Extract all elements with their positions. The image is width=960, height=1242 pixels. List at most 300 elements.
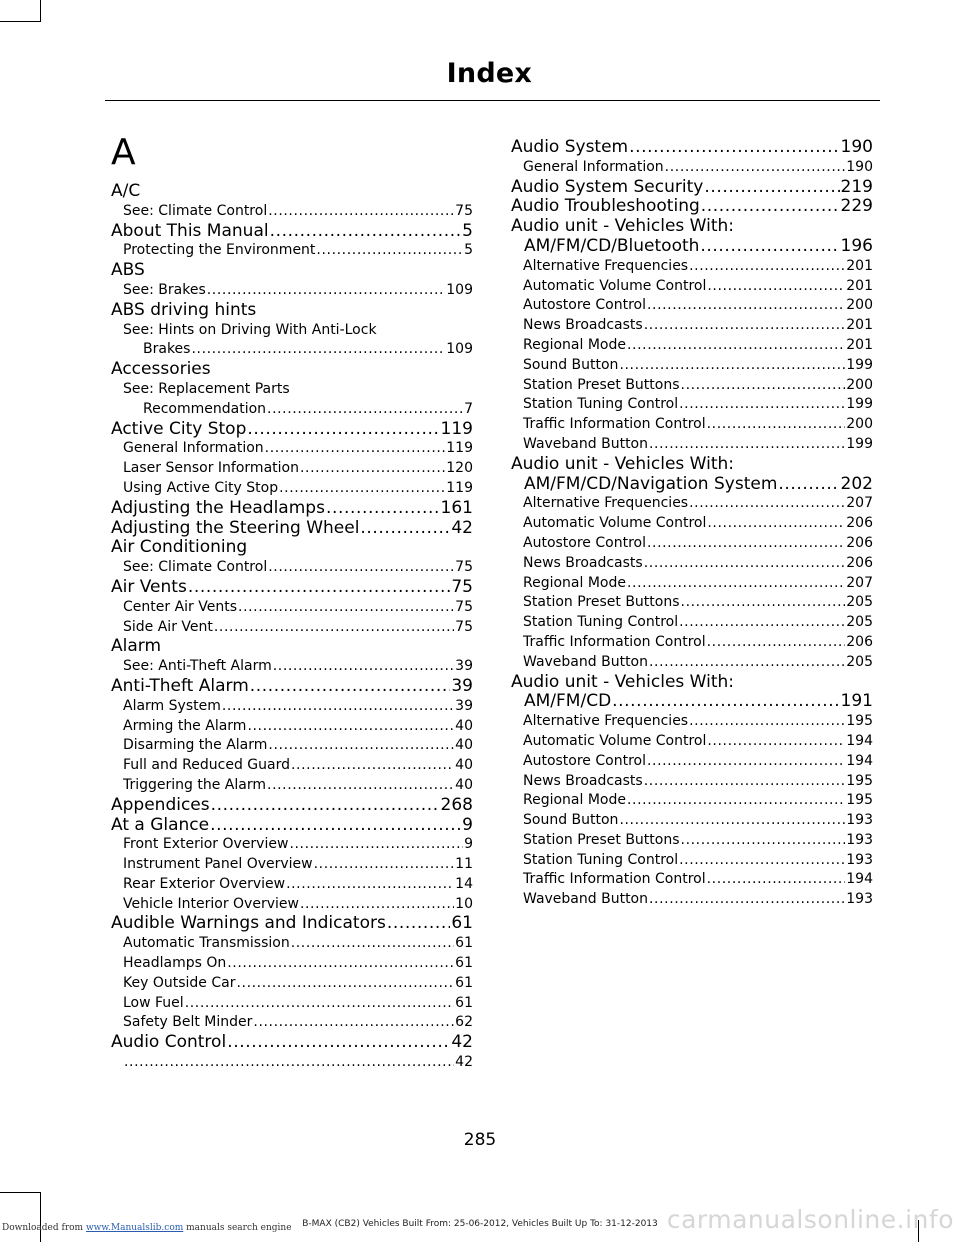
index-entry [111,519,473,539]
entry-label: Audio Troubleshooting [511,197,700,217]
section-letter: A [111,132,136,173]
dot-leader [627,791,845,811]
index-entry [111,914,473,934]
entry-page-number: 199 [846,356,873,373]
entry-label: See: Anti-Theft Alarm [123,658,272,675]
entry-page-number: 39 [455,658,473,675]
vehicle-info-footer: B-MAX (CB2) Vehicles Built From: 25-06-2012, Vehicles Built Up To: 31-12-2013 [302,1219,658,1229]
entry-label: Station Tuning Control [523,851,679,868]
dot-leader [704,178,839,198]
index-subentry [111,241,473,261]
index-subentry [511,296,873,316]
entry-label: Waveband Button [523,891,648,908]
index-entry [511,692,873,712]
entry-page-number: 75 [455,598,473,615]
dot-leader [707,415,846,435]
entry-label: News Broadcasts [523,317,643,334]
download-link[interactable]: www.Manualslib.com [85,1223,184,1233]
entry-page-number: 61 [455,935,473,952]
entry-label: Center Air Vents [123,598,238,615]
dot-leader [265,439,446,459]
index-subentry [511,574,873,594]
entry-page-number: 61 [451,914,473,934]
entry-page-number: 199 [846,435,873,452]
entry-page-number: 42 [455,1054,473,1071]
entry-page-number: 39 [451,676,473,696]
index-subentry [111,974,473,994]
dot-leader [644,554,846,574]
index-subentry [511,534,873,554]
entry-label: Autostore Control [523,297,646,314]
index-subentry [111,855,473,875]
dot-leader [267,400,463,420]
dot-leader [679,613,845,633]
dot-leader [268,736,454,756]
entry-label: Adjusting the Headlamps [111,498,325,518]
entry-label: Waveband Button [523,435,648,452]
dot-leader [679,851,845,871]
crop-mark [40,1192,41,1242]
index-entry [111,1033,473,1053]
index-subentry [511,356,873,376]
index-entry [511,138,873,158]
index-entries [511,138,873,910]
dot-leader [250,677,451,697]
entry-label: Regional Mode [523,792,626,809]
index-subentry [511,613,873,633]
dot-leader [701,197,840,217]
index-heading: Alarm [111,636,162,657]
entry-page-number: 219 [840,177,873,197]
index-subentry [511,811,873,831]
entry-label: Alternative Frequencies [523,495,689,512]
dot-leader [681,376,846,396]
dot-leader [649,890,845,910]
dot-leader [627,336,845,356]
index-column-right [511,138,873,910]
dot-leader [612,692,839,712]
dot-leader [227,1033,450,1053]
dot-leader [300,459,445,479]
dot-leader [619,356,845,376]
entry-label: Disarming the Alarm [123,737,268,754]
entry-label: AM/FM/CD/Navigation System [524,474,778,494]
entry-label: Station Preset Buttons [523,376,680,393]
dot-leader [314,855,455,875]
entry-label: Front Exterior Overview [123,836,289,853]
entry-label: Rear Exterior Overview [123,875,286,892]
index-subentry [111,756,473,776]
entry-label: Safety Belt Minder [123,1014,253,1031]
entry-label: See: Climate Control [123,559,268,576]
watermark: carmanualsonline.info [666,1205,954,1234]
dot-leader [227,954,454,974]
dot-leader [679,395,845,415]
index-subentry [511,435,873,455]
entry-label: Traffic Information Control [523,633,706,650]
entry-label: See: Brakes [123,281,206,298]
download-notice [2,1223,292,1233]
index-heading: ABS [111,260,145,281]
index-subentry [511,158,873,178]
index-column-left [111,130,473,1073]
dot-leader [268,202,454,222]
entry-label: At a Glance [111,815,210,835]
index-heading: ABS driving hints [111,299,257,320]
index-heading: Air Conditioning [111,537,248,558]
dot-leader [279,479,445,499]
entry-page-number: 7 [464,400,473,417]
entry-label: Audible Warnings and Indicators [111,914,386,934]
index-subentry [111,1013,473,1033]
entry-page-number: 120 [446,460,473,477]
index-subentry [111,598,473,618]
entry-page-number: 161 [440,498,473,518]
index-subentry [111,618,473,638]
entry-label: Headlamps On [123,955,227,972]
entry-label: Instrument Panel Overview [123,856,313,873]
entry-label: Station Tuning Control [523,614,679,631]
entry-page-number: 195 [846,713,873,730]
header-divider [105,100,880,101]
entry-page-number: 229 [840,197,873,217]
index-entry [511,475,873,495]
page-number: 285 [463,1130,497,1150]
entry-page-number: 205 [846,653,873,670]
entry-label: Automatic Volume Control [523,515,707,532]
download-suffix: manuals search engine [183,1223,292,1233]
index-subentry [111,281,473,301]
entry-label: Active City Stop [111,419,247,439]
entry-label: Appendices [111,795,210,815]
entry-label: Audio System Security [511,177,704,197]
entry-page-number: 75 [451,577,473,597]
index-entry [111,499,473,519]
entry-label: Waveband Button [523,653,648,670]
dot-leader [247,717,454,737]
index-subentry [511,415,873,435]
entry-page-number: 201 [846,336,873,353]
entry-page-number: 207 [846,495,873,512]
entry-page-number: 196 [840,236,873,256]
entry-label: About This Manual [111,221,269,241]
dot-leader [689,257,845,277]
download-prefix: Downloaded from [2,1223,86,1233]
entry-label: Brakes [143,341,191,358]
dot-leader [778,475,839,495]
dot-leader [629,138,839,158]
entry-page-number: 39 [455,697,473,714]
entry-page-number: 194 [846,752,873,769]
entry-label: Regional Mode [523,336,626,353]
entry-label: Sound Button [523,812,619,829]
dot-leader [267,776,454,796]
entry-label: Automatic Transmission [123,935,290,952]
index-entries [111,182,473,1073]
dot-leader [647,296,845,316]
dot-leader [681,831,846,851]
entry-page-number: 193 [846,891,873,908]
entry-page-number: 40 [455,757,473,774]
entry-label: Air Vents [111,577,187,597]
index-subentry [111,459,473,479]
index-subentry [111,736,473,756]
dot-leader [185,994,454,1014]
entry-page-number: 40 [455,737,473,754]
index-subentry [111,697,473,717]
entry-label: Autostore Control [523,752,646,769]
entry-label: General Information [523,158,664,175]
dot-leader [191,340,445,360]
entry-label: Low Fuel [123,994,184,1011]
entry-label: Vehicle Interior Overview [123,895,299,912]
entry-page-number: 205 [846,594,873,611]
entry-page-number: 14 [455,875,473,892]
entry-page-number: 190 [846,158,873,175]
entry-page-number: 195 [846,792,873,809]
entry-page-number: 119 [440,419,473,439]
index-heading: Audio unit - Vehicles With: [511,453,734,474]
dot-leader [707,870,846,890]
index-subentry [511,791,873,811]
entry-label: See: Climate Control [123,202,268,219]
index-entry [111,816,473,836]
entry-page-number: 206 [846,515,873,532]
dot-leader [222,697,454,717]
entry-page-number: 195 [846,772,873,789]
index-subentry [111,776,473,796]
index-subentry [111,202,473,222]
entry-page-number: 205 [846,614,873,631]
dot-leader [644,316,846,336]
entry-page-number: 202 [840,474,873,494]
index-subentry [511,395,873,415]
dot-leader [124,1053,454,1073]
entry-page-number: 42 [451,1033,473,1053]
dot-leader [649,435,845,455]
entry-page-number: 201 [846,277,873,294]
index-subentry [511,712,873,732]
entry-page-number: 119 [446,440,473,457]
index-subentry [511,633,873,653]
index-subentry [511,277,873,297]
entry-page-number: 191 [840,692,873,712]
entry-page-number: 190 [840,138,873,157]
entry-label: Triggering the Alarm [123,776,267,793]
dot-leader [291,756,454,776]
entry-page-number: 75 [455,559,473,576]
entry-page-number: 200 [846,416,873,433]
dot-leader [214,618,454,638]
index-entry [111,796,473,816]
entry-page-number: 75 [455,618,473,635]
entry-page-number: 11 [455,856,473,873]
entry-page-number: 206 [846,554,873,571]
index-subentry [511,653,873,673]
index-subentry [511,376,873,396]
dot-leader [707,514,845,534]
dot-leader [689,494,845,514]
entry-page-number: 61 [455,994,473,1011]
index-subentry [111,1053,473,1073]
crop-mark [0,1192,40,1193]
dot-leader [647,534,845,554]
entry-page-number: 62 [455,1014,473,1031]
entry-page-number: 194 [846,732,873,749]
entry-page-number: 193 [846,812,873,829]
dot-leader [707,732,845,752]
entry-page-number: 201 [846,257,873,274]
dot-leader [387,914,451,934]
index-subentry [511,870,873,890]
dot-leader [211,796,440,816]
index-subentry [511,494,873,514]
index-subentry [111,400,473,420]
entry-page-number: 109 [446,281,473,298]
entry-page-number: 206 [846,534,873,551]
dot-leader [649,653,845,673]
index-subentry [111,717,473,737]
index-subentry [511,831,873,851]
entry-label: Station Tuning Control [523,396,679,413]
index-entry [511,178,873,198]
dot-leader [207,281,446,301]
index-entry [111,578,473,598]
dot-leader [360,519,450,539]
index-heading: Audio unit - Vehicles With: [511,216,734,237]
entry-label: Automatic Volume Control [523,732,707,749]
entry-label: News Broadcasts [523,772,643,789]
entry-page-number: 75 [455,202,473,219]
index-heading: Accessories [111,359,211,380]
index-subentry [111,954,473,974]
index-subentry [111,895,473,915]
entry-label: Full and Reduced Guard [123,757,290,774]
index-subentry [511,593,873,613]
index-subentry [111,657,473,677]
entry-label: Regional Mode [523,574,626,591]
dot-leader [665,158,846,178]
entry-page-number: 5 [464,242,473,259]
page-title: Index [446,58,532,89]
entry-page-number: 40 [455,776,473,793]
index-subentry [111,934,473,954]
index-subentry [111,875,473,895]
index-subentry [511,851,873,871]
entry-label: Key Outside Car [123,974,236,991]
index-entry [111,677,473,697]
index-subentry [511,316,873,336]
entry-page-number: 5 [462,221,473,241]
dot-leader [268,558,454,578]
entry-page-number: 207 [846,574,873,591]
dot-leader [289,835,463,855]
entry-page-number: 61 [455,974,473,991]
entry-label: Audio System [511,138,629,157]
index-heading: Audio unit - Vehicles With: [511,671,734,692]
index-entry [511,237,873,257]
dot-leader [619,811,845,831]
entry-page-number: 200 [846,297,873,314]
index-subentry [511,336,873,356]
entry-page-number: 9 [462,815,473,835]
entry-page-number: 193 [846,831,873,848]
index-subentry [511,257,873,277]
dot-leader [238,598,454,618]
entry-label: AM/FM/CD/Bluetooth [524,236,700,256]
entry-page-number: 206 [846,633,873,650]
index-subentry [511,554,873,574]
index-subentry [111,479,473,499]
entry-page-number: 42 [451,518,473,538]
dot-leader [326,499,440,519]
entry-label: Laser Sensor Information [123,460,299,477]
entry-page-number: 109 [446,341,473,358]
dot-leader [188,578,451,598]
dot-leader [236,974,454,994]
crop-mark [40,0,41,22]
dot-leader [707,633,846,653]
index-subentry [511,752,873,772]
index-subentry [111,439,473,459]
dot-leader [681,593,846,613]
entry-label: Alternative Frequencies [523,257,689,274]
entry-page-number: 9 [464,836,473,853]
entry-label: Alternative Frequencies [523,713,689,730]
entry-label: Anti-Theft Alarm [111,676,249,696]
entry-label: AM/FM/CD [524,692,612,712]
entry-label: Side Air Vent [123,618,213,635]
index-entry [511,197,873,217]
entry-label: General Information [123,440,264,457]
entry-label: Recommendation [143,400,267,417]
entry-label: News Broadcasts [523,554,643,571]
index-subentry [111,340,473,360]
entry-label: Station Preset Buttons [523,594,680,611]
index-entry [111,420,473,440]
entry-label: Protecting the Environment [123,242,316,259]
entry-page-number: 199 [846,396,873,413]
dot-leader [253,1013,454,1033]
index-subentry [511,772,873,792]
index-subentry [111,835,473,855]
entry-page-number: 40 [455,717,473,734]
entry-page-number: 10 [455,895,473,912]
entry-label: Sound Button [523,356,619,373]
entry-label: Using Active City Stop [123,479,279,496]
entry-label: Alarm System [123,697,221,714]
index-subentry [511,514,873,534]
entry-label: Automatic Volume Control [523,277,707,294]
entry-page-number: 200 [846,376,873,393]
entry-page-number: 194 [846,871,873,888]
dot-leader [647,752,845,772]
entry-page-number: 119 [446,479,473,496]
entry-label: Adjusting the Steering Wheel [111,518,360,538]
dot-leader [300,895,454,915]
dot-leader [316,241,463,261]
entry-page-number: 193 [846,851,873,868]
dot-leader [707,277,845,297]
entry-page-number: 268 [440,795,473,815]
entry-label: Audio Control [111,1033,227,1053]
index-subentry-text: See: Hints on Driving With Anti-Lock [123,321,377,338]
dot-leader [210,816,461,836]
entry-label: Autostore Control [523,534,646,551]
dot-leader [247,420,439,440]
dot-leader [291,934,454,954]
index-subentry [111,994,473,1014]
